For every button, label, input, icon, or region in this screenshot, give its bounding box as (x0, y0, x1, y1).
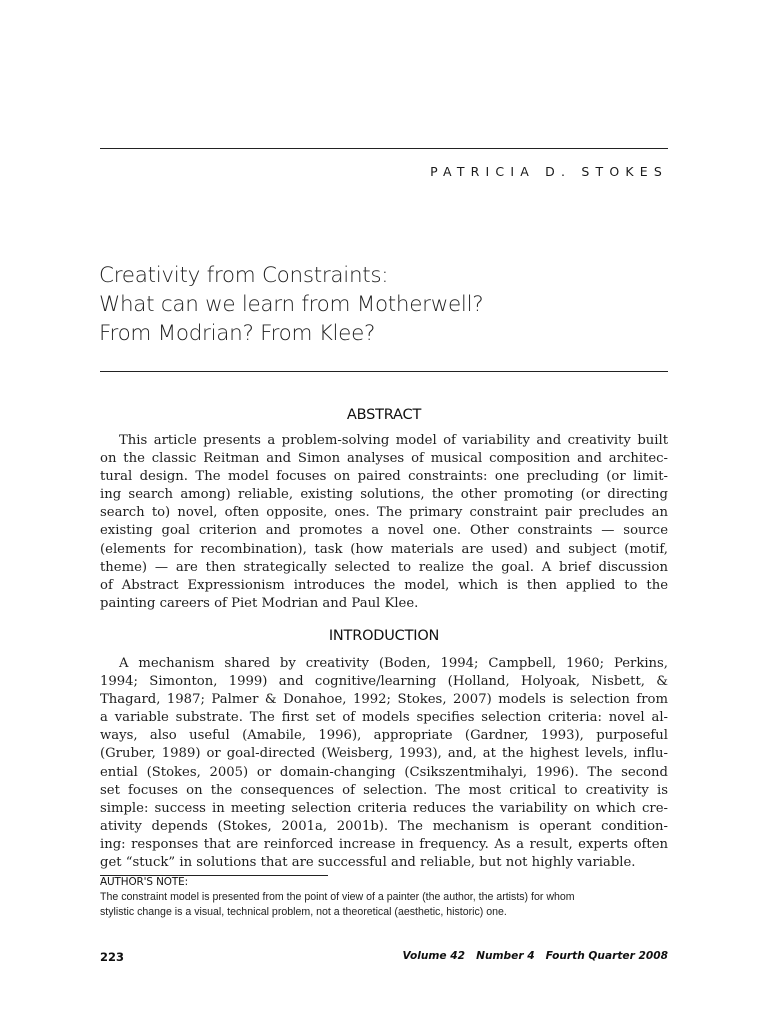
introduction-heading: INTRODUCTION (328, 628, 440, 644)
abstract-line: (elements for recombination), task (how materials are used) and subject (motif, (100, 541, 668, 557)
intro-line: (Gruber, 1989) or goal-directed (Weisberg, 1993), and, at the highest levels, influ- (100, 746, 668, 762)
intro-line: Thagard, 1987; Palmer & Donahoe, 1992; Stokes, 2007) models is selection from (100, 692, 668, 708)
title-line-2: What can we learn from Motherwell? (99, 292, 484, 317)
page-number: 223 (100, 950, 125, 964)
introduction-paragraph (100, 655, 668, 872)
header-rule (100, 148, 668, 149)
article-title (99, 261, 669, 348)
authors-note-text (100, 890, 670, 919)
issue-info: Volume 42 Number 4 Fourth Quarter 2008 (402, 950, 668, 962)
note-line: The constraint model is presented from the point of view of a painter (the author, the artists) for whom (100, 891, 575, 903)
note-line: stylistic change is a visual, technical problem, not a theoretical (aesthetic, historic) one. (100, 905, 507, 918)
title-line-3: From Modrian? From Klee? (99, 321, 376, 346)
intro-line: A mechanism shared by creativity (Boden, 1994; Campbell, 1960; Perkins, (119, 656, 668, 671)
abstract-line: This article presents a problem-solving model of variability and creativity built (119, 433, 668, 448)
intro-line: set focuses on the consequences of selection. The most critical to creativity is (100, 782, 668, 798)
abstract-line: of Abstract Expressionism introduces the model, which is then applied to the (100, 577, 668, 593)
abstract-line: on the classic Reitman and Simon analyses of musical composition and architec- (100, 451, 668, 467)
abstract-paragraph (100, 432, 668, 613)
intro-line: a variable substrate. The first set of models specifies selection criteria: novel al- (100, 710, 668, 726)
intro-line: simple: success in meeting selection criteria reduces the variability on which cre- (100, 800, 668, 816)
title-rule (100, 371, 668, 372)
abstract-line: ing search among) reliable, existing solutions, the other promoting (or directing (100, 487, 668, 503)
abstract-line: theme) — are then strategically selected to realize the goal. A brief discussion (100, 559, 668, 575)
intro-line: ential (Stokes, 2005) or domain-changing (Csikszentmihalyi, 1996). The second (100, 764, 668, 780)
intro-line: get “stuck” in solutions that are successful and reliable, but not highly variable. (100, 855, 636, 871)
authors-note-label: AUTHOR'S NOTE: (100, 876, 188, 888)
abstract-line: painting careers of Piet Modrian and Paul Klee. (100, 595, 419, 611)
abstract-heading: ABSTRACT (346, 407, 422, 423)
intro-line: ing: responses that are reinforced increase in frequency. As a result, experts often (100, 836, 668, 852)
intro-line: ativity depends (Stokes, 2001a, 2001b). The mechanism is operant condition- (100, 818, 668, 834)
abstract-line: existing goal criterion and promotes a novel one. Other constraints — source (100, 523, 668, 539)
running-author: PATRICIA D. STOKES (430, 164, 668, 179)
intro-line: ways, also useful (Amabile, 1996), appropriate (Gardner, 1993), purposeful (100, 728, 668, 744)
title-line-1: Creativity from Constraints: (99, 263, 389, 288)
abstract-line: search to) novel, often opposite, ones. The primary constraint pair precludes an (100, 505, 668, 521)
abstract-line: tural design. The model focuses on paired constraints: one precluding (or limit- (100, 469, 668, 485)
intro-line: 1994; Simonton, 1999) and cognitive/learning (Holland, Holyoak, Nisbett, & (100, 674, 668, 690)
